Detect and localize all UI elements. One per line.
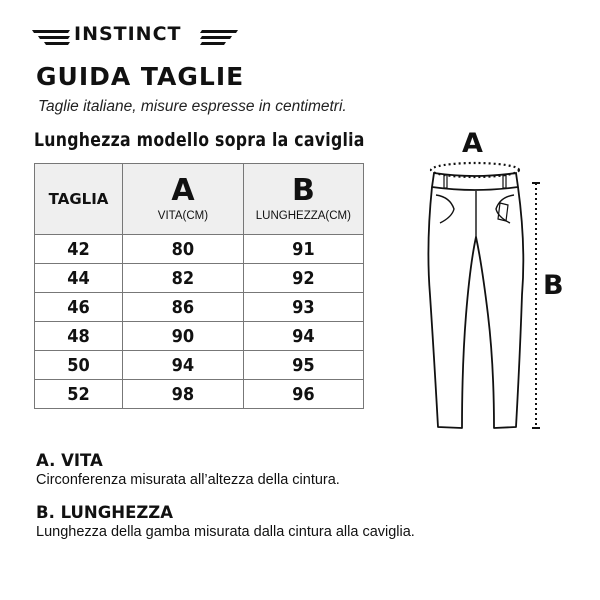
- page-title: GUIDA TAGLIE: [36, 62, 245, 91]
- header-length-letter: B: [291, 173, 315, 208]
- cell-length: 96: [243, 380, 363, 409]
- cell-length: 93: [243, 293, 363, 322]
- diagram-label-b: B: [543, 270, 564, 301]
- cell-waist: 86: [123, 293, 244, 322]
- table-row: [35, 293, 364, 322]
- cell-waist: 90: [123, 322, 244, 351]
- cell-size: 50: [35, 351, 123, 380]
- header-length: [243, 164, 363, 235]
- table-row: [35, 351, 364, 380]
- cell-length: 91: [243, 235, 363, 264]
- cell-waist: 82: [123, 264, 244, 293]
- table-row: [35, 380, 364, 409]
- size-table: [34, 163, 364, 409]
- definition-length-title: B. LUNGHEZZA: [36, 503, 174, 522]
- cell-size: 44: [35, 264, 123, 293]
- header-length-label: LUNGHEZZA(CM): [255, 210, 351, 222]
- header-size: [35, 164, 123, 235]
- cell-waist: 98: [123, 380, 244, 409]
- belt-loop: [503, 175, 506, 188]
- model-note: Lunghezza modello sopra la caviglia: [34, 129, 365, 151]
- cell-waist: 80: [123, 235, 244, 264]
- table-row: [35, 264, 364, 293]
- table-row: [35, 322, 364, 351]
- logo-wings-left: [32, 30, 70, 45]
- definition-waist-title: A. VITA: [36, 451, 103, 470]
- brand-name: INSTINCT: [74, 23, 182, 45]
- header-waist-label: VITA(CM): [157, 210, 209, 222]
- cell-size: 52: [35, 380, 123, 409]
- header-waist-letter: A: [171, 173, 195, 208]
- definition-length-text: Lunghezza della gamba misurata dalla cintura alla caviglia.: [36, 524, 415, 540]
- header-size-label: TAGLIA: [48, 189, 109, 208]
- page-subtitle: Taglie italiane, misure espresse in centimetri.: [38, 98, 347, 115]
- cell-waist: 94: [123, 351, 244, 380]
- cell-size: 42: [35, 235, 123, 264]
- cell-length: 95: [243, 351, 363, 380]
- table-row: [35, 235, 364, 264]
- table-header-row: [35, 164, 364, 235]
- cell-size: 46: [35, 293, 123, 322]
- diagram-label-a: A: [462, 128, 483, 159]
- logo-wings-right: [200, 30, 238, 45]
- cell-length: 94: [243, 322, 363, 351]
- cell-length: 92: [243, 264, 363, 293]
- cell-size: 48: [35, 322, 123, 351]
- header-waist: [123, 164, 244, 235]
- definition-waist-text: Circonferenza misurata all’altezza della cintura.: [36, 472, 340, 488]
- left-pocket: [436, 195, 454, 223]
- belt-loop: [444, 175, 447, 188]
